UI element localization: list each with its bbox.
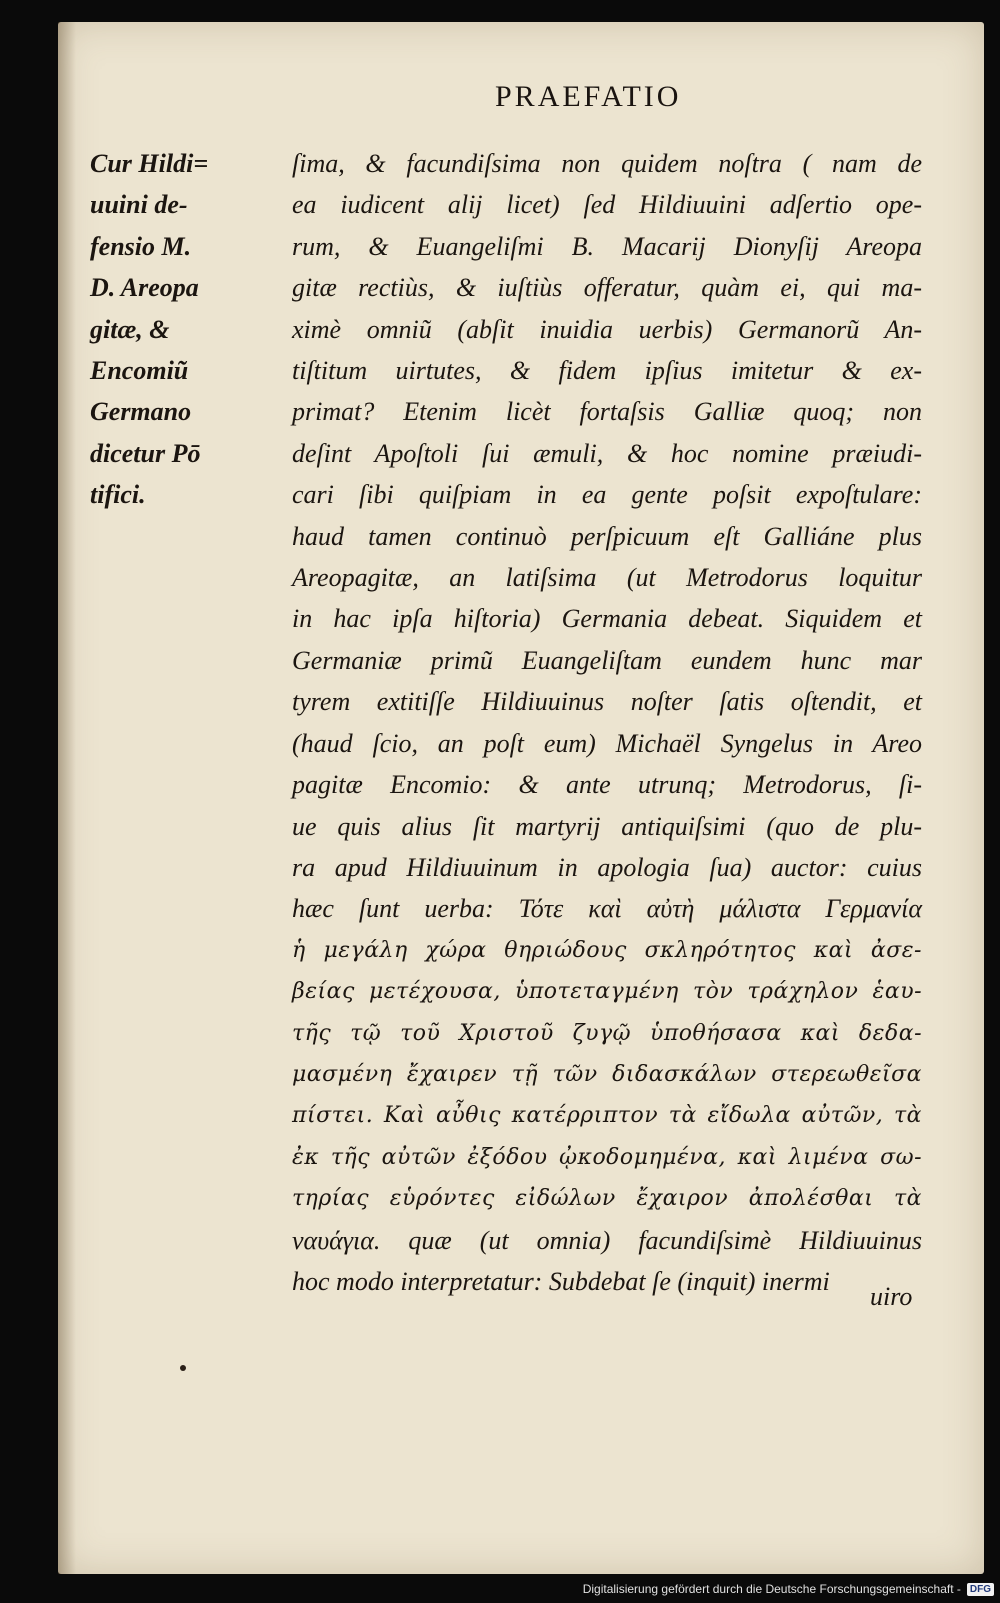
text-line: rum, & Euangeliſmi B. Macarij Dionyſij Areopa	[292, 231, 922, 261]
text-line: (haud ſcio, an poſt eum) Michaël Syngelus in Areo	[292, 728, 922, 758]
text-line: hoc modo interpretatur: Subdebat ſe (inquit) inermi	[292, 1266, 830, 1296]
margin-note-line: fensio M.	[90, 231, 192, 261]
text-line: Germaniæ primũ Euangeliſtam eundem hunc mar	[292, 645, 922, 675]
text-line: ea iudicent alij licet) ſed Hildiuuini adſertio ope-	[292, 190, 922, 220]
marginal-note	[90, 143, 285, 516]
running-header: PRAEFATIO	[495, 80, 682, 113]
greek-text-line: πίστει. Καὶ αὖθις κατέρριπτον τὰ εἴδωλα αὐτῶν, τὰ	[292, 1103, 922, 1129]
text-line: primat? Etenim licèt fortaſsis Galliæ quoq; non	[292, 397, 922, 427]
text-line: haud tamen continuò perſpicuum eſt Galliáne plus	[292, 521, 922, 551]
text-line: ximè omniũ (abſit inuidia uerbis) Germanorũ An-	[292, 314, 922, 344]
text-line: cari ſibi quiſpiam in ea gente poſsit expoſtulare:	[292, 480, 922, 510]
margin-note-line: tifici.	[90, 480, 146, 510]
greek-text-line: μασμένη ἔχαιρεν τῇ τῶν διδασκάλων στερεωθεῖσα	[292, 1061, 922, 1087]
page-gutter-shadow	[58, 22, 76, 1574]
text-line: ue quis alius ſit martyrij antiquiſsimi (quo de plu-	[292, 811, 922, 841]
text-line: Areopagitæ, an latiſsima (ut Metrodorus loquitur	[292, 563, 922, 593]
greek-text-line: ἐκ τῆς αὐτῶν ἐξόδου ᾠκοδομημένα, καὶ λιμένα σω-	[292, 1144, 922, 1170]
margin-note-line: Encomiũ	[90, 356, 189, 386]
text-line: hæc ſunt uerba: Τότε καὶ αὐτὴ μάλιστα Γερμανία	[292, 894, 922, 924]
margin-note-line: uuini de-	[90, 190, 188, 220]
margin-note-line: Cur Hildi=	[90, 149, 209, 178]
greek-text-line: ἡ μεγάλη χώρα θηριώδους σκληρότητος καὶ ἀσε-	[292, 937, 922, 963]
margin-note-line: dicetur Pō	[90, 438, 201, 468]
greek-text-line: βείας μετέχουσα, ὑποτεταγμένη τὸν τράχηλον ἑαυ-	[292, 979, 922, 1005]
text-line: deſint Apoſtoli ſui æmuli, & hoc nomine præiudi-	[292, 438, 922, 468]
ink-mark	[180, 1365, 186, 1371]
text-line: pagitæ Encomio: & ante utrunq; Metrodorus, ſi-	[292, 770, 922, 800]
body-text	[292, 143, 922, 1302]
greek-text-line: τῆς τῷ τοῦ Χριστοῦ ζυγῷ ὑποθήσασα καὶ δεδα-	[292, 1020, 922, 1046]
digitization-footer	[583, 1579, 994, 1599]
greek-text-line: τηρίας εὑρόντες εἰδώλων ἔχαιρον ἀπολέσθαι τὰ	[292, 1186, 922, 1212]
margin-note-line: D. Areopa	[90, 273, 199, 303]
catchword: uiro	[870, 1282, 913, 1311]
text-line: ναυάγια. quæ (ut omnia) facundiſsimè Hildiuuinus	[292, 1225, 922, 1255]
dfg-logo: DFG	[967, 1583, 994, 1596]
funding-credit: Digitalisierung gefördert durch die Deutsche Forschungsgemeinschaft -	[582, 1582, 961, 1596]
margin-note-line: Germano	[90, 397, 192, 427]
text-line: ra apud Hildiuuinum in apologia ſua) auctor: cuius	[292, 852, 922, 882]
text-line: gitæ rectiùs, & iuſtiùs offeratur, quàm ei, qui ma-	[292, 273, 922, 303]
text-line: tiſtitum uirtutes, & fidem ipſius imitetur & ex-	[292, 356, 922, 386]
margin-note-line: gitæ, &	[90, 314, 170, 344]
text-line: tyrem extitiſſe Hildiuuinus noſter ſatis oſtendit, et	[292, 687, 922, 717]
text-line: in hac ipſa hiſtoria) Germania debeat. Siquidem et	[292, 604, 922, 634]
text-line: ſima, & facundiſsima non quidem noſtra ( nam de	[292, 149, 922, 178]
